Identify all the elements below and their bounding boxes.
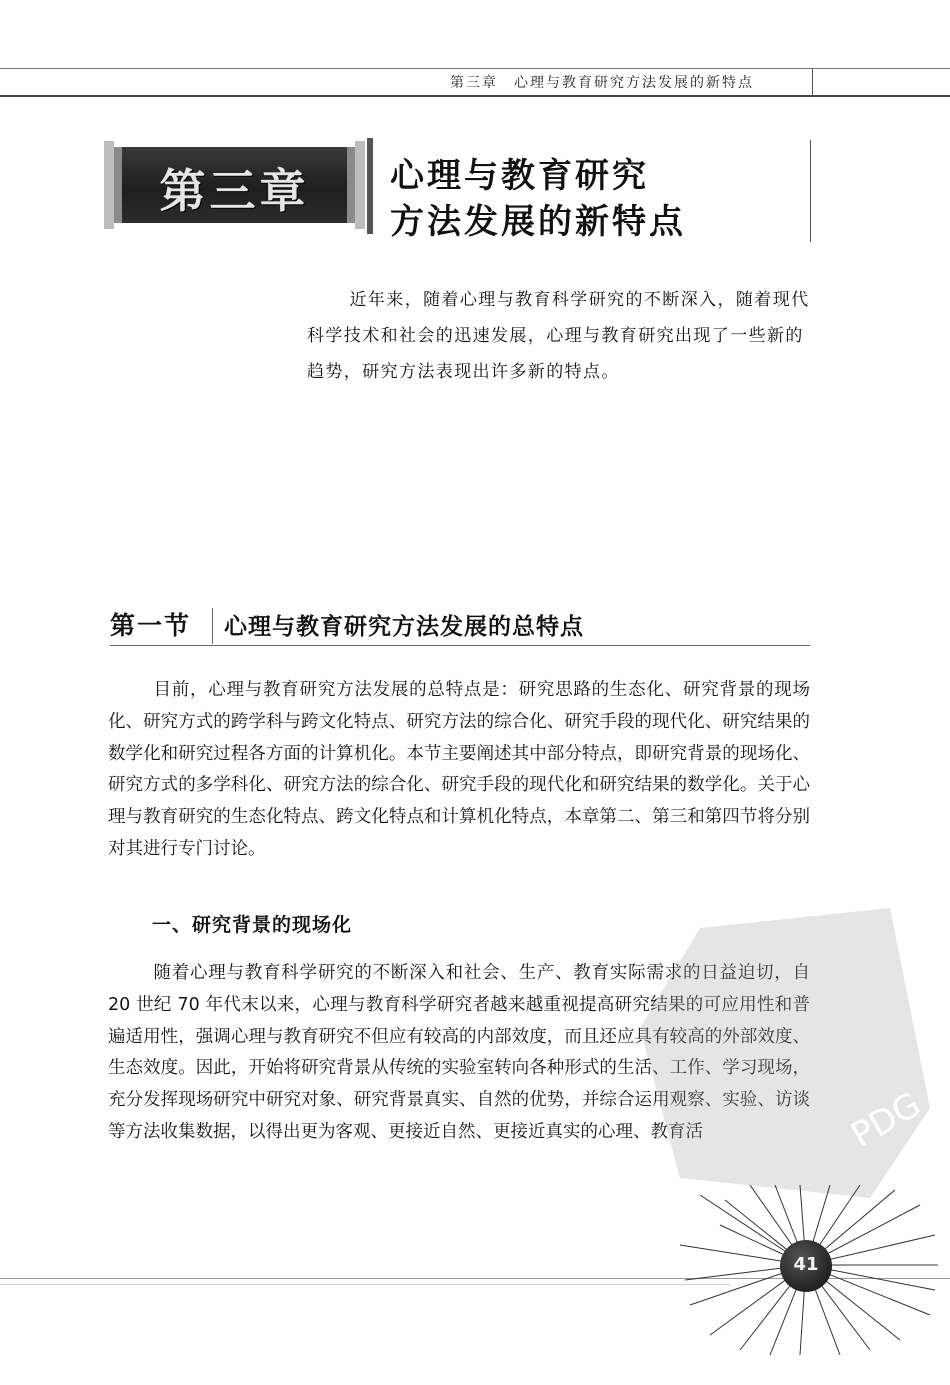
watermark-stamp [640, 908, 940, 1208]
chapter-intro [307, 282, 812, 390]
watermark-text: PDG [844, 1084, 928, 1156]
header-divider [812, 68, 813, 96]
header-rule-top [0, 68, 950, 69]
section-title: 心理与教育研究方法发展的总特点 [224, 613, 584, 640]
intro-text: 近年来，随着心理与教育科学研究的不断深入，随着现代科学技术和社会的迅速发展，心理与教育研究出现了一些新的趋势，研究方法表现出许多新的特点。 [307, 290, 810, 382]
chapter-title-line-1: 心理与教育研究 [390, 156, 649, 196]
subsection-title: 一、研究背景的现场化 [152, 914, 353, 936]
section-heading [110, 606, 810, 646]
section-number: 第一节 [110, 611, 192, 640]
body-paragraph-1 [108, 675, 810, 866]
section-rule [110, 645, 810, 646]
header-rule-bottom [0, 95, 950, 97]
chapter-title-line-2: 方法发展的新特点 [390, 202, 686, 242]
section-separator [212, 608, 213, 644]
chapter-label-box [112, 147, 357, 223]
footer-rule-secondary [0, 1284, 730, 1285]
running-head: 第三章 心理与教育研究方法发展的新特点 [450, 75, 754, 91]
paragraph-text: 随着心理与教育科学研究的不断深入和社会、生产、教育实际需求的日益迫切，自 20 世纪 70 年代末以来，心理与教育科学研究者越来越重视提高研究结果的可应用性和普遍适用性，强调心理与教育研究不但应有较高的内部效度，而且还应具有较高的外部效度、生态效度。因此，开始将研究背景从传统的实验室转向各种形式的生活、工作、学习现场，充分发挥现场研究中研究对象、研究背景真实、自然的优势，并综合运用观察、实验、访谈等方法收集数据，以得出更为客观、更接近自然、更接近真实的心理、教育活 [108, 963, 810, 1142]
page-number: 41 [793, 1254, 819, 1275]
title-side-rule [810, 140, 811, 242]
title-accent-bar [367, 138, 373, 234]
paragraph-text: 目前，心理与教育研究方法发展的总特点是：研究思路的生态化、研究背景的现场化、研究方式的跨学科与跨文化特点、研究方法的综合化、研究手段的现代化、研究结果的数学化和研究过程各方面的计算机化。本节主要阐述其中部分特点，即研究背景的现场化、研究方式的多学科化、研究方法的综合化、研究手段的现代化和研究结果的数学化。关于心理与教育研究的生态化特点、跨文化特点和计算机化特点，本章第二、第三和第四节将分别对其进行专门讨论。 [108, 680, 810, 859]
chapter-label: 第三章 [159, 164, 310, 218]
